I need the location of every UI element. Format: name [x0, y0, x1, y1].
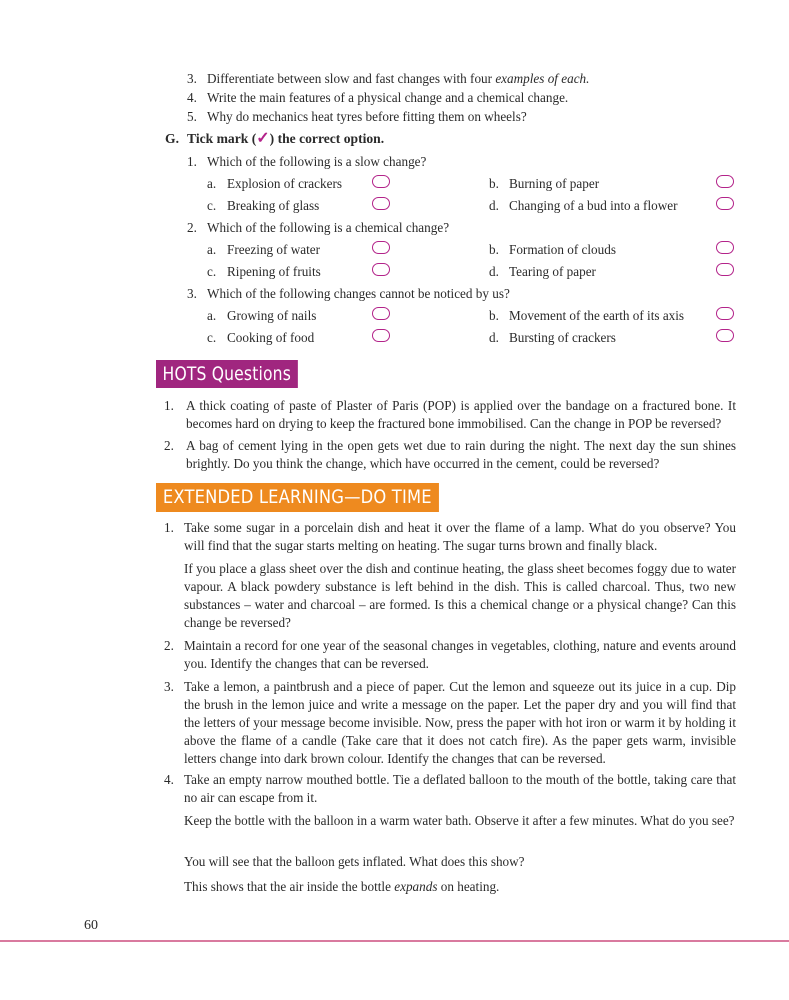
mcq-question: 3. Which of the following changes cannot be noticed by us?: [187, 286, 510, 301]
question-5: 5. Why do mechanics heat tyres before fitting them on wheels?: [187, 109, 527, 124]
extended-paragraph: Keep the bottle with the balloon in a warm water bath. Observe it after a few minutes. What do you see?: [184, 813, 735, 828]
answer-bubble[interactable]: [716, 307, 734, 320]
mcq-option: d. Tearing of paper: [489, 264, 596, 279]
extended-item: 1. Take some sugar in a porcelain dish and heat it over the flame of a lamp. What do you observe? You will find that the sugar starts melting on heating. The sugar turns brown and finally black.: [164, 520, 736, 553]
extended-item: 3. Take a lemon, a paintbrush and a piece of paper. Cut the lemon and squeeze out its juice in a cup. Dip the brush in the lemon juice and write a message on the paper. Let the paper dry and you will find that the letters of your message become invisible. Now, press the paper with hot iron or warm it by holding it above the flame of a candle (Take care that it does not catch fire). As the paper gets warm, invisible letters change into dark brown colour. Identify the changes that can be reversed.: [164, 679, 736, 766]
mcq-option: b. Movement of the earth of its axis: [489, 308, 685, 323]
mcq-question: 1. Which of the following is a slow change?: [187, 154, 427, 169]
hots-item: 1. A thick coating of paste of Plaster of Paris (POP) is applied over the bandage on a fractured bone. It becomes hard on drying to keep the fractured bone immobilised. Can the change in POP be reversed?: [164, 398, 736, 431]
extended-learning-heading: EXTENDED LEARNING—DO TIME: [156, 483, 439, 512]
answer-bubble[interactable]: [716, 175, 734, 188]
mcq-option: c. Cooking of food: [207, 330, 315, 345]
answer-bubble[interactable]: [716, 263, 734, 276]
mcq-option: d. Bursting of crackers: [489, 330, 616, 345]
question-3: 3. Differentiate between slow and fast changes with four examples of each.: [187, 71, 590, 86]
hots-heading: HOTS Questions: [156, 360, 298, 388]
mcq-option: b. Burning of paper: [489, 176, 600, 191]
page-number: 60: [84, 918, 98, 933]
answer-bubble[interactable]: [716, 197, 734, 210]
section-g-heading: G. Tick mark (✓) the correct option.: [165, 130, 385, 147]
answer-bubble[interactable]: [372, 329, 390, 342]
mcq-option: a. Freezing of water: [207, 242, 321, 257]
answer-bubble[interactable]: [716, 241, 734, 254]
answer-bubble[interactable]: [372, 197, 390, 210]
mcq-question: 2. Which of the following is a chemical change?: [187, 220, 450, 235]
answer-bubble[interactable]: [372, 241, 390, 254]
mcq-option: c. Breaking of glass: [207, 198, 320, 213]
footer-divider: [0, 940, 789, 942]
mcq-option: c. Ripening of fruits: [207, 264, 321, 279]
extended-paragraph: If you place a glass sheet over the dish and continue heating, the glass sheet becomes foggy due to water vapour. A black powdery substance is left behind in the dish. This is called charcoal. Thus, two new substances – water and charcoal – are formed. Is this a chemical change or a physical change? Can this change be reversed?: [184, 561, 736, 630]
mcq-option: d. Changing of a bud into a flower: [489, 198, 678, 213]
tick-mark-icon: ✓: [256, 130, 270, 147]
extended-paragraph: This shows that the air inside the bottle expands on heating.: [184, 879, 500, 894]
hots-item: 2. A bag of cement lying in the open gets wet due to rain during the night. The next day the sun shines brightly. Do you think the change, which have occurred in the cement, could be reversed?: [164, 438, 736, 471]
answer-bubble[interactable]: [372, 307, 390, 320]
extended-paragraph: You will see that the balloon gets inflated. What does this show?: [184, 854, 525, 869]
mcq-option: b. Formation of clouds: [489, 242, 616, 257]
answer-bubble[interactable]: [716, 329, 734, 342]
question-4: 4. Write the main features of a physical change and a chemical change.: [187, 90, 569, 105]
extended-item: 4. Take an empty narrow mouthed bottle. Tie a deflated balloon to the mouth of the bottle, taking care that no air can escape from it.: [164, 772, 736, 805]
mcq-option: a. Growing of nails: [207, 308, 317, 323]
answer-bubble[interactable]: [372, 175, 390, 188]
mcq-option: a. Explosion of crackers: [207, 176, 342, 191]
extended-item: 2. Maintain a record for one year of the seasonal changes in vegetables, clothing, nature and events around you. Identify the changes that can be reversed.: [164, 638, 736, 671]
answer-bubble[interactable]: [372, 263, 390, 276]
